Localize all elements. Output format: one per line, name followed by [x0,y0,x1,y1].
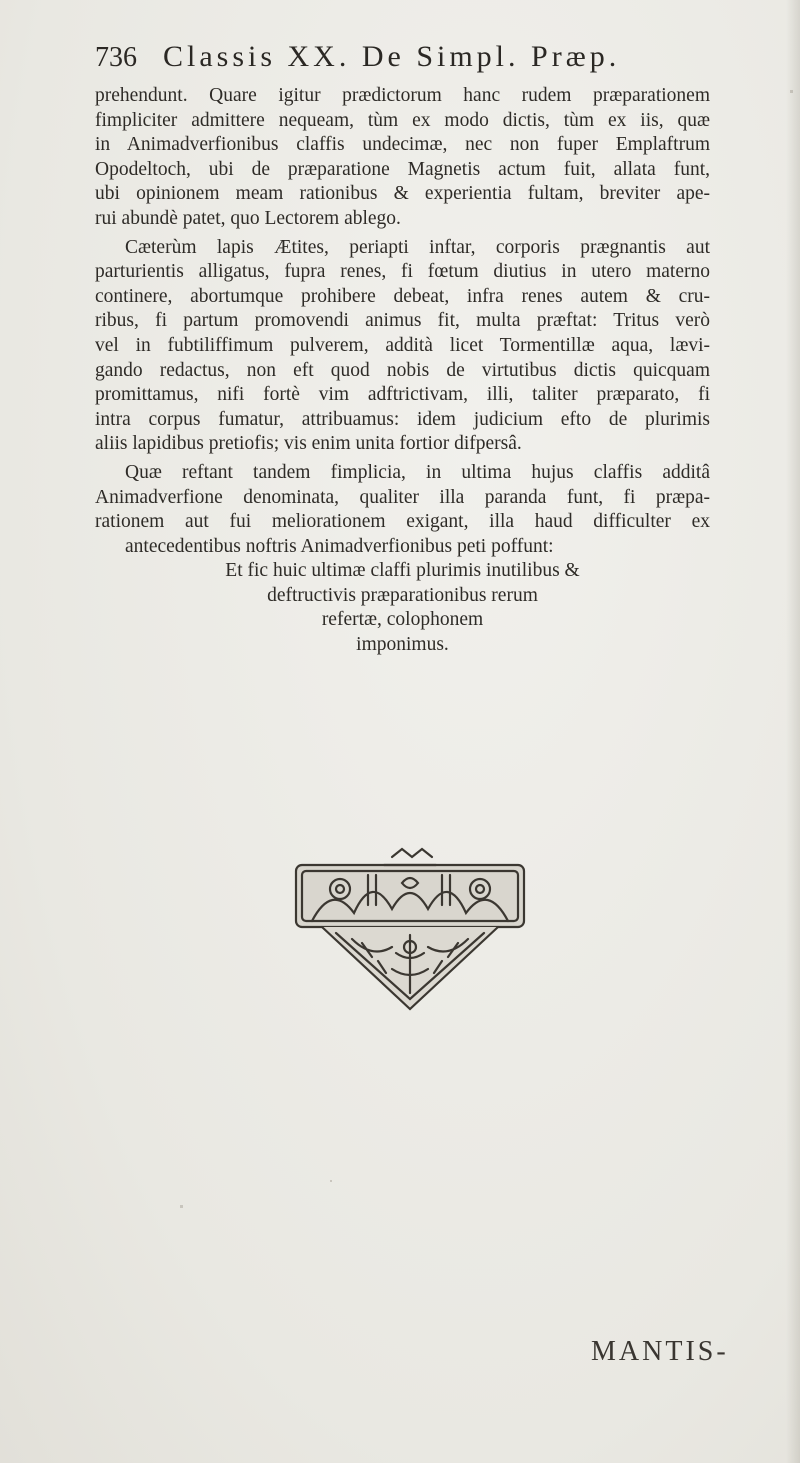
running-title: Classis XX. De Simpl. Præp. [163,40,621,73]
text-line: ubi opinionem meam rationibus & experientia fultam, breviter ape- [95,183,710,205]
paper-speck [790,90,793,93]
text-line: deftructivis præparationibus rerum [267,584,538,606]
text-line: Cæterùm lapis Ætites, periapti inftar, corporis prægnantis aut [125,236,710,258]
text-line: fimpliciter admittere nequeam, tùm ex modo dictis, tùm ex iis, quæ [95,109,710,131]
text-line: rui abundè patet, quo Lectorem ablego. [95,207,401,229]
text-line: parturientis alligatus, fupra renes, fi fœtum diutius in utero materno [95,261,710,283]
text-line: vel in fubtiliffimum pulverem, addità licet Tormentillæ aqua, lævi- [95,334,710,356]
page-edge-shadow [786,0,800,1463]
body-text [95,84,710,658]
text-line: promittamus, nifi fortè vim adftrictivam, illi, taliter præparato, fi [95,384,710,406]
paragraph [95,236,710,457]
closing-lines [95,559,710,657]
paper-speck [330,1180,332,1182]
text-line: in Animadverfionibus claffis undecimæ, nec non fuper Emplaftrum [95,134,710,156]
text-line: antecedentibus noftris Animadverfionibus peti poffunt: [125,535,554,557]
text-line: ribus, fi partum promovendi animus fit, multa præftat: Tritus verò [95,310,710,332]
text-line: Quæ reftant tandem fimplicia, in ultima hujus claffis additâ [125,461,710,483]
text-line: imponimus. [356,634,449,656]
text-line: intra corpus fumatur, attribuamus: idem judicium efto de plurimis [95,408,710,430]
text-line: rationem aut fui meliorationem exigant, illa haud difficulter ex [95,511,710,533]
running-header [95,40,735,84]
paragraph [95,84,710,232]
text-line: Animadverfione denominata, qualiter illa paranda funt, fi præpa- [95,486,710,508]
text-line: Opodeltoch, ubi de præparatione Magnetis actum fuit, allata funt, [95,158,710,180]
text-line: gando redactus, non eft quod nobis de virtutibus dictis quicquam [95,359,710,381]
page-number: 736 [95,42,137,73]
paper-speck [180,1205,183,1208]
catchword: MANTIS- [591,1336,729,1367]
text-line: Et fic huic ultimæ claffi plurimis inutilibus & [225,560,580,582]
text-line: refertæ, colophonem [321,609,484,631]
paragraph [95,461,710,559]
text-line: prehendunt. Quare igitur prædictorum hanc rudem præparationem [95,85,710,106]
woodcut-floral-tailpiece-icon [292,843,528,1015]
text-line: aliis lapidibus pretiofis; vis enim unita fortior difpersâ. [95,433,522,455]
text-line: continere, abortumque prohibere debeat, infra renes autem & cru- [95,285,710,307]
